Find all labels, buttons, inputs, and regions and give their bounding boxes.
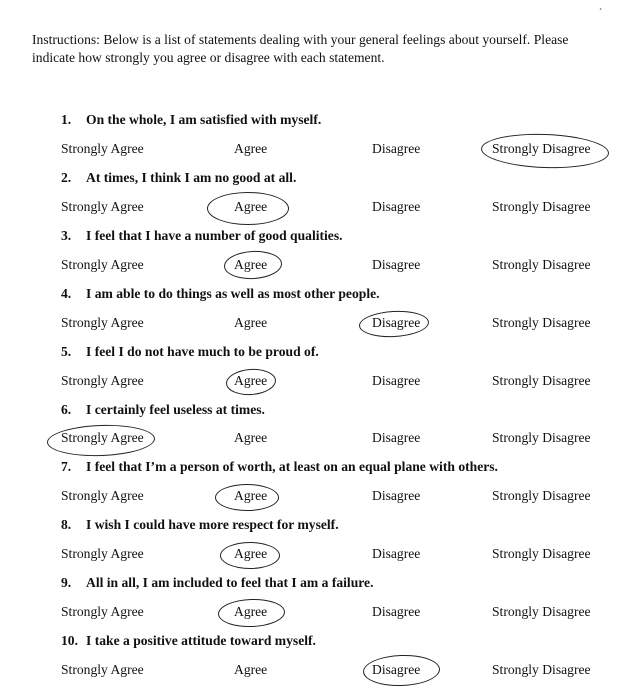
option-strongly-agree[interactable]: Strongly Agree xyxy=(61,373,144,388)
question-5 xyxy=(61,344,319,360)
instructions-text: Instructions: Below is a list of statements dealing with your general feelings about yourself. Please indicate how strongly you agree or disagree with each statement. xyxy=(32,32,569,65)
option-strongly-disagree[interactable]: Strongly Disagree xyxy=(492,546,591,561)
question-number: 3. xyxy=(61,228,72,243)
question-text: I certainly feel useless at times. xyxy=(86,402,265,417)
option-strongly-disagree[interactable]: Strongly Disagree xyxy=(492,257,591,272)
option-strongly-disagree[interactable]: Strongly Disagree xyxy=(492,199,591,214)
option-disagree[interactable]: Disagree xyxy=(372,373,421,388)
question-text: I wish I could have more respect for myself. xyxy=(86,517,339,532)
option-agree[interactable]: Agree xyxy=(234,546,268,561)
question-text: All in all, I am included to feel that I am a failure. xyxy=(86,575,374,590)
question-9 xyxy=(61,575,373,591)
question-3 xyxy=(61,228,343,244)
option-agree[interactable]: Agree xyxy=(234,257,268,272)
option-disagree[interactable]: Disagree xyxy=(372,546,421,561)
option-strongly-agree[interactable]: Strongly Agree xyxy=(61,199,144,214)
question-number: 4. xyxy=(61,286,72,301)
option-strongly-disagree[interactable]: Strongly Disagree xyxy=(492,141,591,156)
option-agree[interactable]: Agree xyxy=(234,662,268,677)
option-agree[interactable]: Agree xyxy=(234,315,268,330)
option-strongly-agree[interactable]: Strongly Agree xyxy=(61,257,144,272)
option-strongly-agree[interactable]: Strongly Agree xyxy=(61,546,144,561)
option-strongly-agree[interactable]: Strongly Agree xyxy=(61,488,144,503)
option-disagree[interactable]: Disagree xyxy=(372,141,421,156)
option-strongly-disagree[interactable]: Strongly Disagree xyxy=(492,373,591,388)
option-disagree[interactable]: Disagree xyxy=(372,488,421,503)
question-number: 8. xyxy=(61,517,72,532)
option-disagree[interactable]: Disagree xyxy=(372,662,421,677)
option-strongly-disagree[interactable]: Strongly Disagree xyxy=(492,315,591,330)
option-agree[interactable]: Agree xyxy=(234,430,268,445)
option-strongly-disagree[interactable]: Strongly Disagree xyxy=(492,488,591,503)
question-number: 6. xyxy=(61,402,72,417)
option-strongly-agree[interactable]: Strongly Agree xyxy=(61,662,144,677)
question-10 xyxy=(61,633,316,649)
question-number: 10. xyxy=(61,633,78,648)
option-disagree[interactable]: Disagree xyxy=(372,604,421,619)
question-2 xyxy=(61,170,296,186)
option-strongly-agree[interactable]: Strongly Agree xyxy=(61,141,144,156)
corner-mark: ¸ xyxy=(599,0,602,10)
option-strongly-disagree[interactable]: Strongly Disagree xyxy=(492,604,591,619)
question-text: I feel that I have a number of good qualities. xyxy=(86,228,343,243)
question-number: 9. xyxy=(61,575,72,590)
question-text: At times, I think I am no good at all. xyxy=(86,170,297,185)
option-disagree[interactable]: Disagree xyxy=(372,257,421,272)
question-text: I am able to do things as well as most other people. xyxy=(86,286,380,301)
question-4 xyxy=(61,286,380,302)
option-strongly-disagree[interactable]: Strongly Disagree xyxy=(492,662,591,677)
option-agree[interactable]: Agree xyxy=(234,373,268,388)
option-agree[interactable]: Agree xyxy=(234,488,268,503)
option-strongly-agree[interactable]: Strongly Agree xyxy=(61,430,144,445)
option-strongly-agree[interactable]: Strongly Agree xyxy=(61,604,144,619)
option-disagree[interactable]: Disagree xyxy=(372,199,421,214)
question-1 xyxy=(61,112,321,128)
question-number: 2. xyxy=(61,170,72,185)
question-number: 1. xyxy=(61,112,72,127)
question-text: On the whole, I am satisfied with myself. xyxy=(86,112,322,127)
option-disagree[interactable]: Disagree xyxy=(372,315,421,330)
question-number: 7. xyxy=(61,459,72,474)
question-text: I take a positive attitude toward myself. xyxy=(86,633,316,648)
option-agree[interactable]: Agree xyxy=(234,604,268,619)
option-strongly-disagree[interactable]: Strongly Disagree xyxy=(492,430,591,445)
question-number: 5. xyxy=(61,344,72,359)
question-6 xyxy=(61,402,265,418)
question-8 xyxy=(61,517,339,533)
option-agree[interactable]: Agree xyxy=(234,199,268,214)
question-7 xyxy=(61,459,498,475)
option-strongly-agree[interactable]: Strongly Agree xyxy=(61,315,144,330)
option-disagree[interactable]: Disagree xyxy=(372,430,421,445)
option-agree[interactable]: Agree xyxy=(234,141,268,156)
question-text: I feel I do not have much to be proud of. xyxy=(86,344,319,359)
question-text: I feel that I’m a person of worth, at least on an equal plane with others. xyxy=(86,459,498,474)
